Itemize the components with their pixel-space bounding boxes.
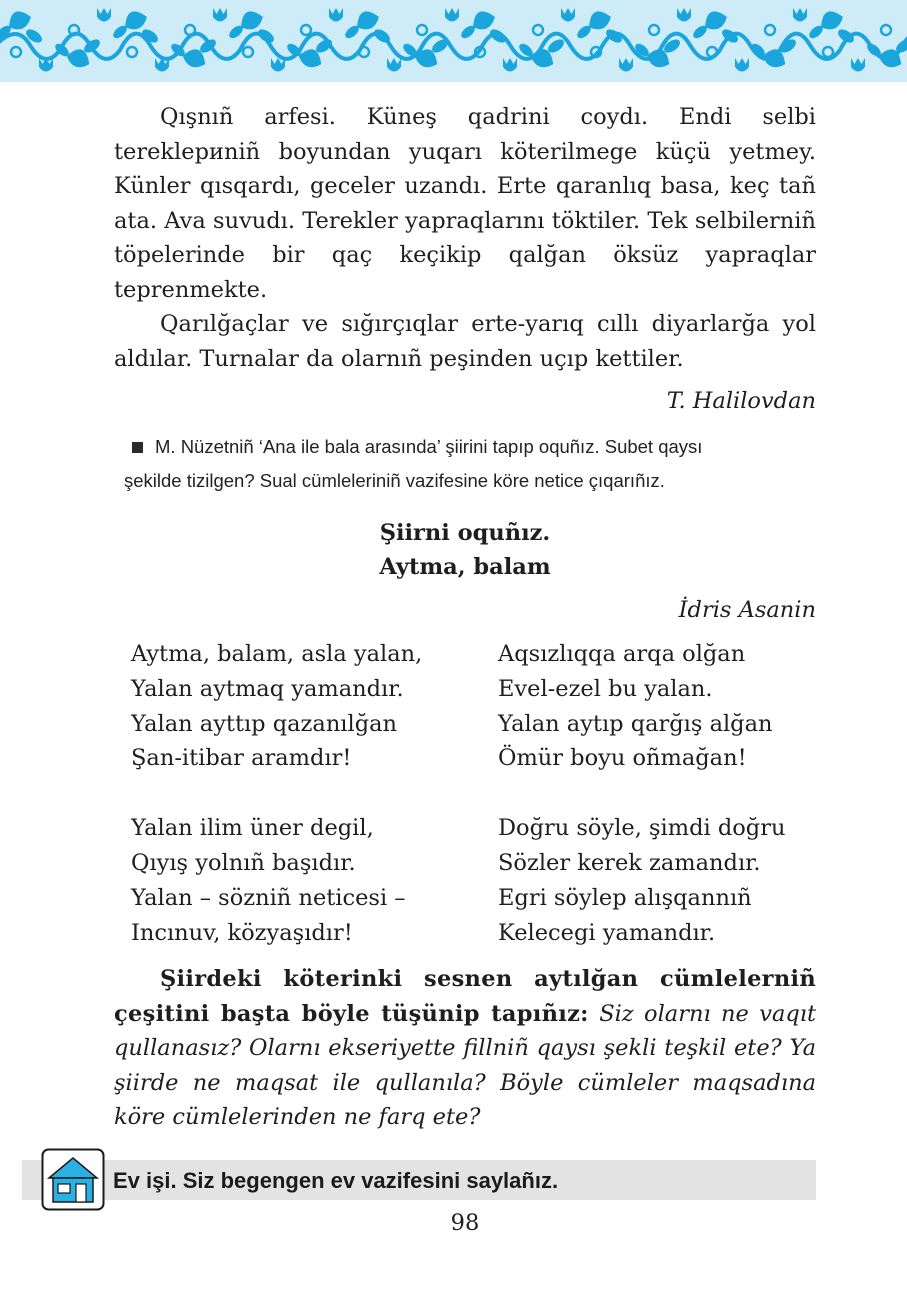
stanza — [131, 811, 422, 950]
ornament-shape — [503, 58, 517, 72]
poem-line: Doğru söyle, şimdi doğru — [498, 815, 786, 842]
homework-text: Ev işi. Siz begengen ev vazifesini saylañız. — [113, 1168, 559, 1193]
poem-line: Egri söylep alışqannıñ — [498, 884, 752, 911]
question-paragraph — [114, 962, 816, 1135]
task-line-1-text: M. Nüzetniñ ‘Ana ile bala arasında’ şiirini tapıp oquñız. Subet qaysı — [155, 436, 703, 457]
poem-author: İdris Asanin — [678, 597, 816, 623]
poem-line: Incınuv, közyaşıdır! — [131, 919, 353, 946]
question-italic: Siz olarnı ne vaqıt qullanasız? Olarnı ekseriyette fillniñ qaysı şekli teşkil ete? Ya şiirde ne maqsat ile qullanıla? Böyle cümleler maqsadına köre cümlelerinden ne farq ete? — [114, 1000, 817, 1130]
poem-line: Aytma, balam, asla yalan, — [131, 641, 423, 667]
ornament-shape — [649, 25, 659, 35]
ornament-banner — [0, 0, 907, 82]
poem-line: Sözler kerek zamandır. — [498, 849, 761, 876]
poem-line: Yalan aytmaq yamandır. — [131, 675, 404, 702]
ornament-shape — [533, 25, 543, 35]
poem-line: Yalan – sözniñ neticesi – — [131, 884, 406, 911]
ornament-shape — [735, 58, 749, 72]
poem-line: Qıyış yolnıñ başıdır. — [131, 849, 356, 876]
poem-left-column — [131, 637, 422, 950]
poem-line: Yalan aytıp qarğış alğan — [498, 710, 773, 737]
stanza — [498, 637, 785, 776]
page-number: 98 — [450, 1210, 480, 1236]
ornament-shape — [881, 25, 891, 35]
poem-line: Evel-ezel bu yalan. — [498, 675, 713, 702]
poem-line: Aqsızlıqqa arqa olğan — [498, 641, 746, 667]
ornament-shape — [851, 58, 865, 72]
prose-paragraph-2: Qarılğaçlar ve sığırçıqlar erte-yarıq cıllı diyarlarğa yol aldılar. Turnalar da olarnıñ peşinden uçıp kettiler. — [114, 311, 816, 372]
ornament-shape — [445, 8, 459, 22]
ornament-shape — [213, 8, 227, 22]
ornament-shape — [619, 58, 633, 72]
ornament-shape — [765, 25, 775, 35]
poem-line: Yalan ilim üner degil, — [131, 815, 374, 842]
floral-ornament-icon — [0, 0, 907, 82]
ornament-shape — [243, 47, 253, 57]
question-bold: Şiirdeki köterinki sesnen aytılğan cümlelerniñ çeşitini başta böyle tüşünip tapıñız: — [114, 966, 816, 1027]
poem-instruction: Şiirni oquñız. — [379, 520, 551, 546]
prose-text — [114, 100, 816, 376]
task-block — [124, 428, 824, 466]
house-icon — [41, 1148, 105, 1211]
ornament-shape — [329, 8, 343, 22]
ornament-shape — [677, 8, 691, 22]
poem-right-column — [498, 637, 785, 950]
poem-line: Yalan ayttıp qazanılğan — [131, 710, 398, 737]
ornament-shape — [793, 8, 807, 22]
ornament-shape — [387, 58, 401, 72]
task-line-2: şekilde tizilgen? Sual cümleleriniñ vazifesine köre netice çıqarıñız. — [124, 470, 665, 491]
ornament-shape — [97, 8, 111, 22]
poem-title: Aytma, balam — [379, 554, 551, 580]
ornament-shape — [417, 25, 427, 35]
poem-line: Ömür boyu oñmağan! — [498, 745, 747, 772]
stanza — [131, 637, 422, 776]
ornament-shape — [301, 25, 311, 35]
task-line-1 — [124, 428, 824, 466]
prose-author: T. Halilovdan — [666, 388, 816, 414]
ornament-shape — [11, 47, 21, 57]
square-bullet-icon — [132, 442, 143, 453]
stanza — [498, 811, 785, 950]
ornament-shape — [185, 25, 195, 35]
poem-line: Kelecegi yamandır. — [498, 919, 716, 946]
prose-paragraph-1: Qışnıñ arfesi. Küneş qadrini coydı. Endi selbi tereklериniñ boyundan yuqarı köterilmege küçü yetmey. Künler qısqardı, geceler uzandı. Erte qaranlıq basa, keç tañ ata. Ava suvudı. Terekler yapraqlarını töktiler. Tek selbilerniñ töpelerinde bir qaç keçikip qalğan öksüz yapraqlar teprenmekte. — [114, 104, 816, 303]
ornament-shape — [823, 47, 833, 57]
ornament-shape — [561, 8, 575, 22]
ornament-shape — [127, 47, 137, 57]
poem-line: Şan-itibar aramdır! — [131, 745, 352, 772]
